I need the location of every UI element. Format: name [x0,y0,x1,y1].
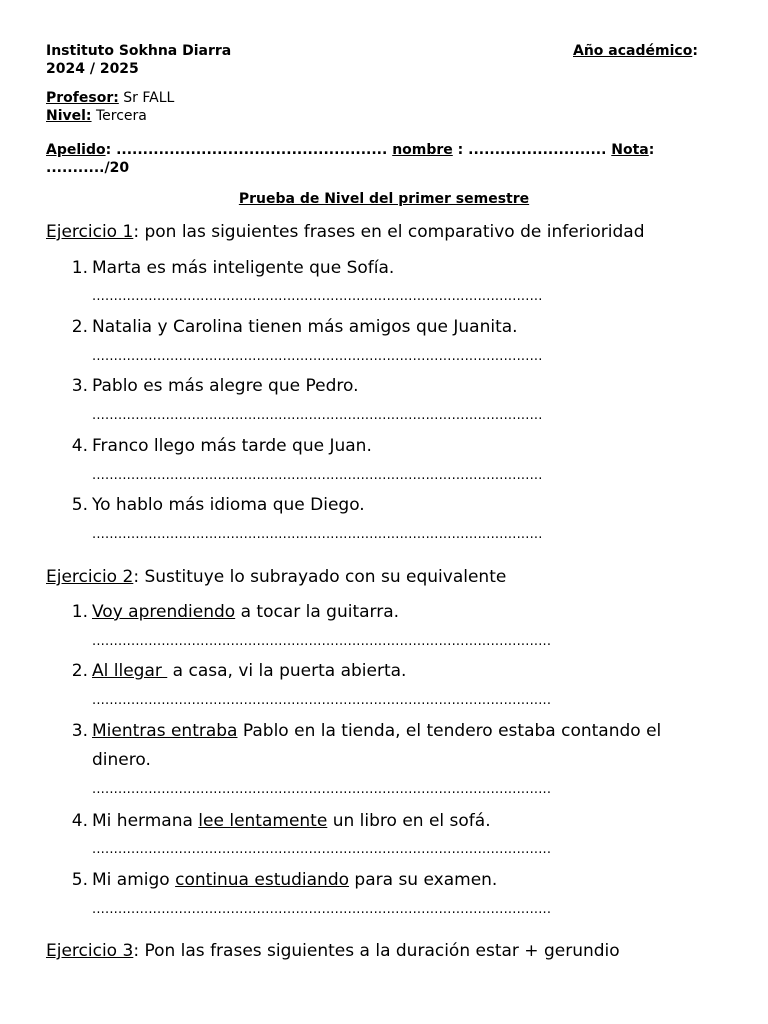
ex2-item-underlined: Voy aprendiendo [92,602,236,622]
ex2-item-number: 2. [71,661,88,681]
ex2-item-underlined: Mientras entraba [92,721,238,741]
teacher-label: Profesor: [46,90,119,106]
student-info-line [46,141,654,159]
grade-label: Nota [611,142,649,158]
ex2-item-text [92,721,661,741]
ex1-item-number: 2. [71,317,88,337]
ex1-item-text: Natalia y Carolina tienen más amigos que Juanita. [92,317,518,337]
exercise-3-instruction: : Pon las frases siguientes a la duración estar + gerundio [133,941,620,961]
ex2-item-after: a tocar la guitarra. [235,602,400,622]
ex2-item-underlined: lee lentamente [198,811,328,831]
ex1-item-text: Pablo es más alegre que Pedro. [92,376,359,396]
ex1-answer-line[interactable]: ........................................................................................................ [92,289,543,304]
ex1-item-text: Franco llego más tarde que Juan. [92,436,372,456]
academic-year-label-text: Año académico [573,43,693,59]
ex1-item-text: Yo hablo más idioma que Diego. [92,495,365,515]
level-line [46,107,147,125]
name-label: nombre [392,142,453,158]
academic-year-colon: : [692,43,698,59]
name-field: : .......................... [452,142,607,158]
ex1-item-number: 3. [71,376,88,396]
exercise-1-label: Ejercicio 1 [46,222,134,242]
ex2-item-text [92,811,491,831]
surname-field: : ................................................... [105,142,388,158]
ex2-item-text [92,602,399,622]
teacher-line [46,89,174,107]
ex1-answer-line[interactable]: ........................................................................................................ [92,408,543,423]
ex1-answer-line[interactable]: ........................................................................................................ [92,527,543,542]
ex2-answer-line[interactable]: .......................................................................................................... [92,693,552,708]
exercise-2-instruction: : Sustituye lo subrayado con su equivalente [133,567,507,587]
level-value: Tercera [91,108,147,124]
grade-colon: : [648,142,655,158]
ex2-item-before: Mi hermana [92,811,199,831]
grade-field: .........../20 [46,160,130,176]
ex1-answer-line[interactable]: ........................................................................................................ [92,349,543,364]
ex2-item-number: 1. [71,602,88,622]
ex2-item-after: un libro en el sofá. [327,811,491,831]
ex2-answer-line[interactable]: .......................................................................................................... [92,902,552,917]
exercise-2-heading [46,567,506,587]
ex1-item-number: 5. [71,495,88,515]
ex2-item-text [92,661,406,681]
test-title [0,191,768,207]
academic-year-value: 2024 / 2025 [46,61,139,77]
ex2-item-before: Mi amigo [92,870,176,890]
ex1-item-number: 1. [71,258,88,278]
ex2-item-continuation: dinero. [92,750,151,770]
ex2-item-underlined: Al llegar [92,661,168,681]
ex2-item-after: Pablo en la tienda, el tendero estaba contando el [237,721,662,741]
ex2-answer-line[interactable]: .......................................................................................................... [92,634,552,649]
ex2-item-after: a casa, vi la puerta abierta. [167,661,407,681]
ex2-item-number: 5. [71,870,88,890]
exercise-1-instruction: : pon las siguientes frases en el comparativo de inferioridad [133,222,645,242]
level-label: Nivel: [46,108,92,124]
school-name: Instituto Sokhna Diarra [46,43,232,59]
academic-year-label [573,42,698,60]
ex2-item-number: 3. [71,721,88,741]
ex1-item-text: Marta es más inteligente que Sofía. [92,258,395,278]
teacher-value: Sr FALL [118,90,175,106]
ex2-item-text [92,870,497,890]
ex2-item-underlined: continua estudiando [175,870,350,890]
ex2-item-after: para su examen. [349,870,498,890]
test-title-text: Prueba de Nivel del primer semestre [238,191,530,207]
exercise-2-label: Ejercicio 2 [46,567,134,587]
ex1-answer-line[interactable]: ........................................................................................................ [92,468,543,483]
ex2-item-number: 4. [71,811,88,831]
ex2-answer-line[interactable]: .......................................................................................................... [92,842,552,857]
exercise-1-heading [46,222,645,242]
ex2-answer-line[interactable]: .......................................................................................................... [92,782,552,797]
exercise-3-label: Ejercicio 3 [46,941,134,961]
exercise-3-heading [46,941,620,961]
surname-label: Apelido [46,142,106,158]
ex1-item-number: 4. [71,436,88,456]
